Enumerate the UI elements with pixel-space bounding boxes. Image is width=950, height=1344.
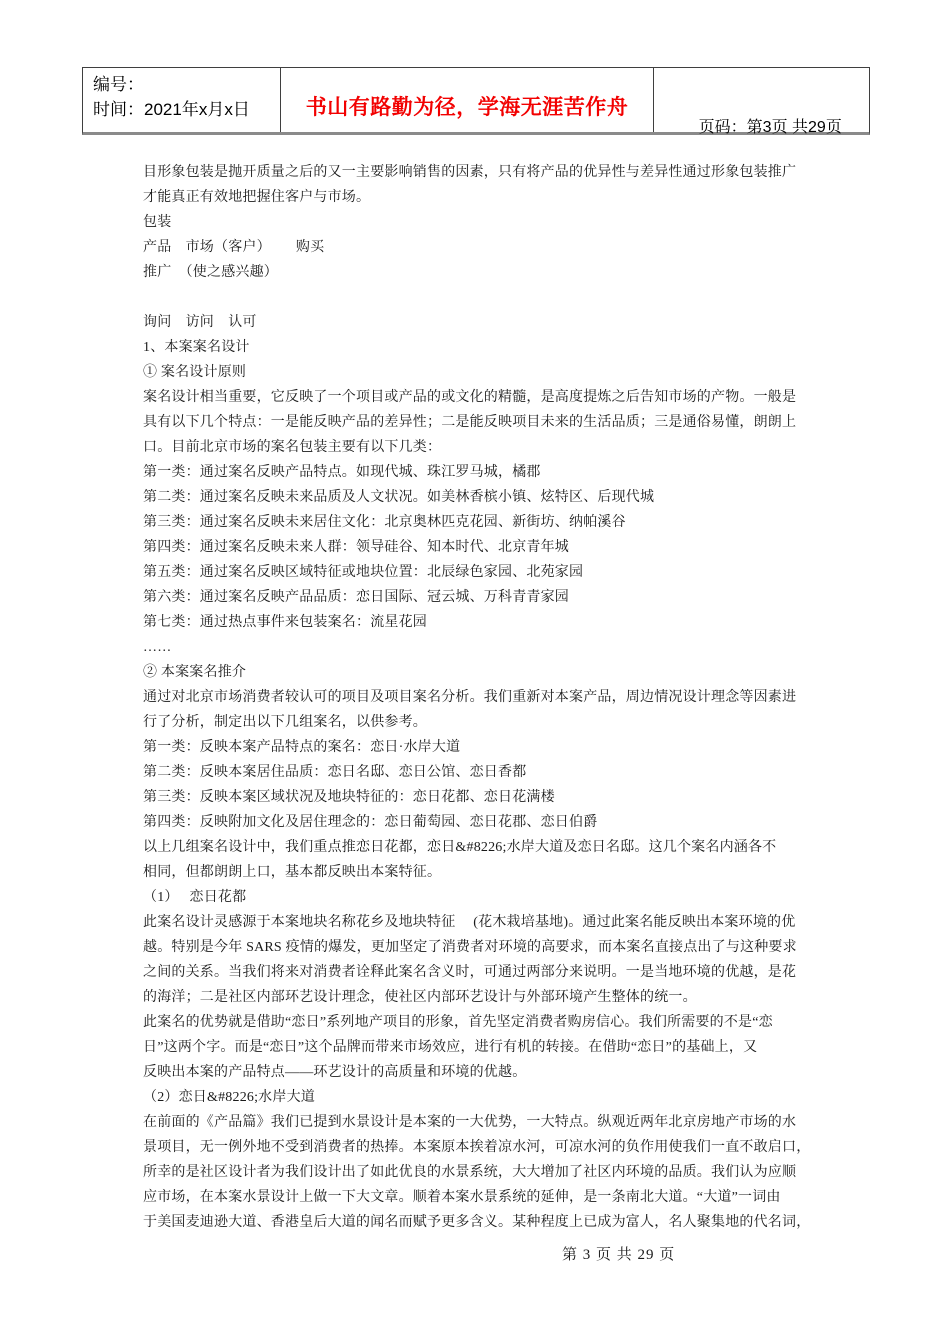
body-line: 询问 访问 认可: [143, 315, 257, 330]
body-line: 通过对北京市场消费者较认可的项目及项目案名分析。我们重新对本案产品，周边情况设计理念等因素进: [143, 690, 797, 705]
body-line: 第四类：通过案名反映未来人群：领导硅谷、知本时代、北京青年城: [143, 540, 569, 555]
body-line: 此案名设计灵感源于本案地块名称花乡及地块特征 (花木栽培基地)。通过此案名能反映出本案环境的优: [143, 915, 796, 930]
body-line: 第一类：反映本案产品特点的案名：恋日·水岸大道: [143, 740, 461, 755]
body-line: ……: [143, 640, 172, 655]
body-line: 所幸的是社区设计者为我们设计出了如此优良的水景系统，大大增加了社区内环境的品质。我们认为应顺: [143, 1165, 797, 1180]
body-line: 具有以下几个特点：一是能反映产品的差异性；二是能反映项目未来的生活品质；三是通俗易懂，朗朗上: [143, 415, 797, 430]
body-line: 行了分析，制定出以下几组案名，以供参考。: [143, 715, 427, 730]
body-line: 第七类：通过热点事件来包装案名：流星花园: [143, 615, 427, 630]
body-line: 第三类：反映本案区域状况及地块特征的：恋日花都、恋日花满楼: [143, 790, 555, 805]
body-line: 景项目，无一例外地不受到消费者的热捧。本案原本挨着凉水河，可凉水河的负作用使我们一直不敢启口，: [143, 1140, 811, 1155]
body-line: 于美国麦迪逊大道、香港皇后大道的闻名而赋予更多含义。某种程度上已成为富人，名人聚集地的代名词，: [143, 1215, 811, 1230]
body-line: 以上几组案名设计中，我们重点推恋日花都，恋日&#8226;水岸大道及恋日名邸。这几个案名内涵各不: [143, 840, 777, 855]
header-table: [82, 67, 870, 135]
body-line: 第二类：反映本案居住品质：恋日名邸、恋日公馆、恋日香都: [143, 765, 527, 780]
body-line: 日”这两个字。而是“恋日”这个品牌而带来市场效应，进行有机的转接。在借助“恋日”的基础上，又: [143, 1040, 758, 1055]
body-line: 产品 市场（客户） 购买: [143, 240, 325, 255]
body-line: ② 本案案名推介: [143, 665, 247, 680]
body-line: 包装: [143, 215, 172, 230]
header-slogan: 书山有路勤为径，学海无涯苦作舟: [305, 96, 629, 119]
body-line: 越。特别是今年 SARS 疫情的爆发，更加坚定了消费者对环境的高要求，而本案名直接点出了与这种要求: [143, 940, 797, 955]
header-cell-slogan: [281, 68, 654, 132]
doc-number-label: 编号：: [93, 75, 144, 94]
header-cell-meta: [83, 68, 281, 132]
body-line: 之间的关系。当我们将来对消费者诠释此案名含义时，可通过两部分来说明。一是当地环境的优越，是花: [143, 965, 797, 980]
body-line: ① 案名设计原则: [143, 365, 247, 380]
body-line: 第一类：通过案名反映产品特点。如现代城、珠江罗马城，橘郡: [143, 465, 541, 480]
page-footer: 第 3 页 共 29 页: [562, 1247, 676, 1263]
body-line: 的海洋；二是社区内部环艺设计理念，使社区内部环艺设计与外部环境产生整体的统一。: [143, 990, 697, 1005]
header-cell-page: [654, 68, 869, 136]
page-number-label: 页码：第3页 共29页: [698, 119, 842, 136]
body-line: 目形象包装是抛开质量之后的又一主要影响销售的因素，只有将产品的优异性与差异性通过形象包装推广: [143, 165, 797, 180]
body-line: 相同，但都朗朗上口，基本都反映出本案特征。: [143, 865, 442, 880]
body-line: [143, 285, 833, 310]
body-line: 第五类：通过案名反映区域特征或地块位置：北辰绿色家园、北苑家园: [143, 565, 584, 580]
body-line: 反映出本案的产品特点——环艺设计的高质量和环境的优越。: [143, 1065, 527, 1080]
body-line: （1） 恋日花都: [143, 890, 247, 905]
body-line: 在前面的《产品篇》我们已提到水景设计是本案的一大优势，一大特点。纵观近两年北京房地产市场的水: [143, 1115, 797, 1130]
body-line: 口。目前北京市场的案名包装主要有以下几类：: [143, 440, 442, 455]
body-line: 第六类：通过案名反映产品品质：恋日国际、冠云城、万科青青家园: [143, 590, 569, 605]
body-line: 第三类：通过案名反映未来居住文化：北京奥林匹克花园、新街坊、纳帕溪谷: [143, 515, 626, 530]
body-line: （2）恋日&#8226;水岸大道: [143, 1090, 315, 1105]
body-line: 第二类：通过案名反映未来品质及人文状况。如美林香槟小镇、炫特区、后现代城: [143, 490, 655, 505]
body-line: 第四类：反映附加文化及居住理念的：恋日葡萄园、恋日花郡、恋日伯爵: [143, 815, 598, 830]
body-line: 应市场，在本案水景设计上做一下大文章。顺着本案水景系统的延伸，是一条南北大道。“大道”一词由: [143, 1190, 781, 1205]
doc-time-label: 时间：2021年x月x日: [93, 100, 250, 119]
body-line: 案名设计相当重要，它反映了一个项目或产品的或文化的精髓，是高度提炼之后告知市场的产物。一般是: [143, 390, 797, 405]
body-line: 推广 （使之感兴趣）: [143, 265, 278, 280]
body-line: 此案名的优势就是借助“恋日”系列地产项目的形象，首先坚定消费者购房信心。我们所需要的不是“恋: [143, 1015, 773, 1030]
body-text: [143, 160, 833, 1235]
body-line: 才能真正有效地把握住客户与市场。: [143, 190, 371, 205]
body-line: 1、本案案名设计: [143, 340, 250, 355]
